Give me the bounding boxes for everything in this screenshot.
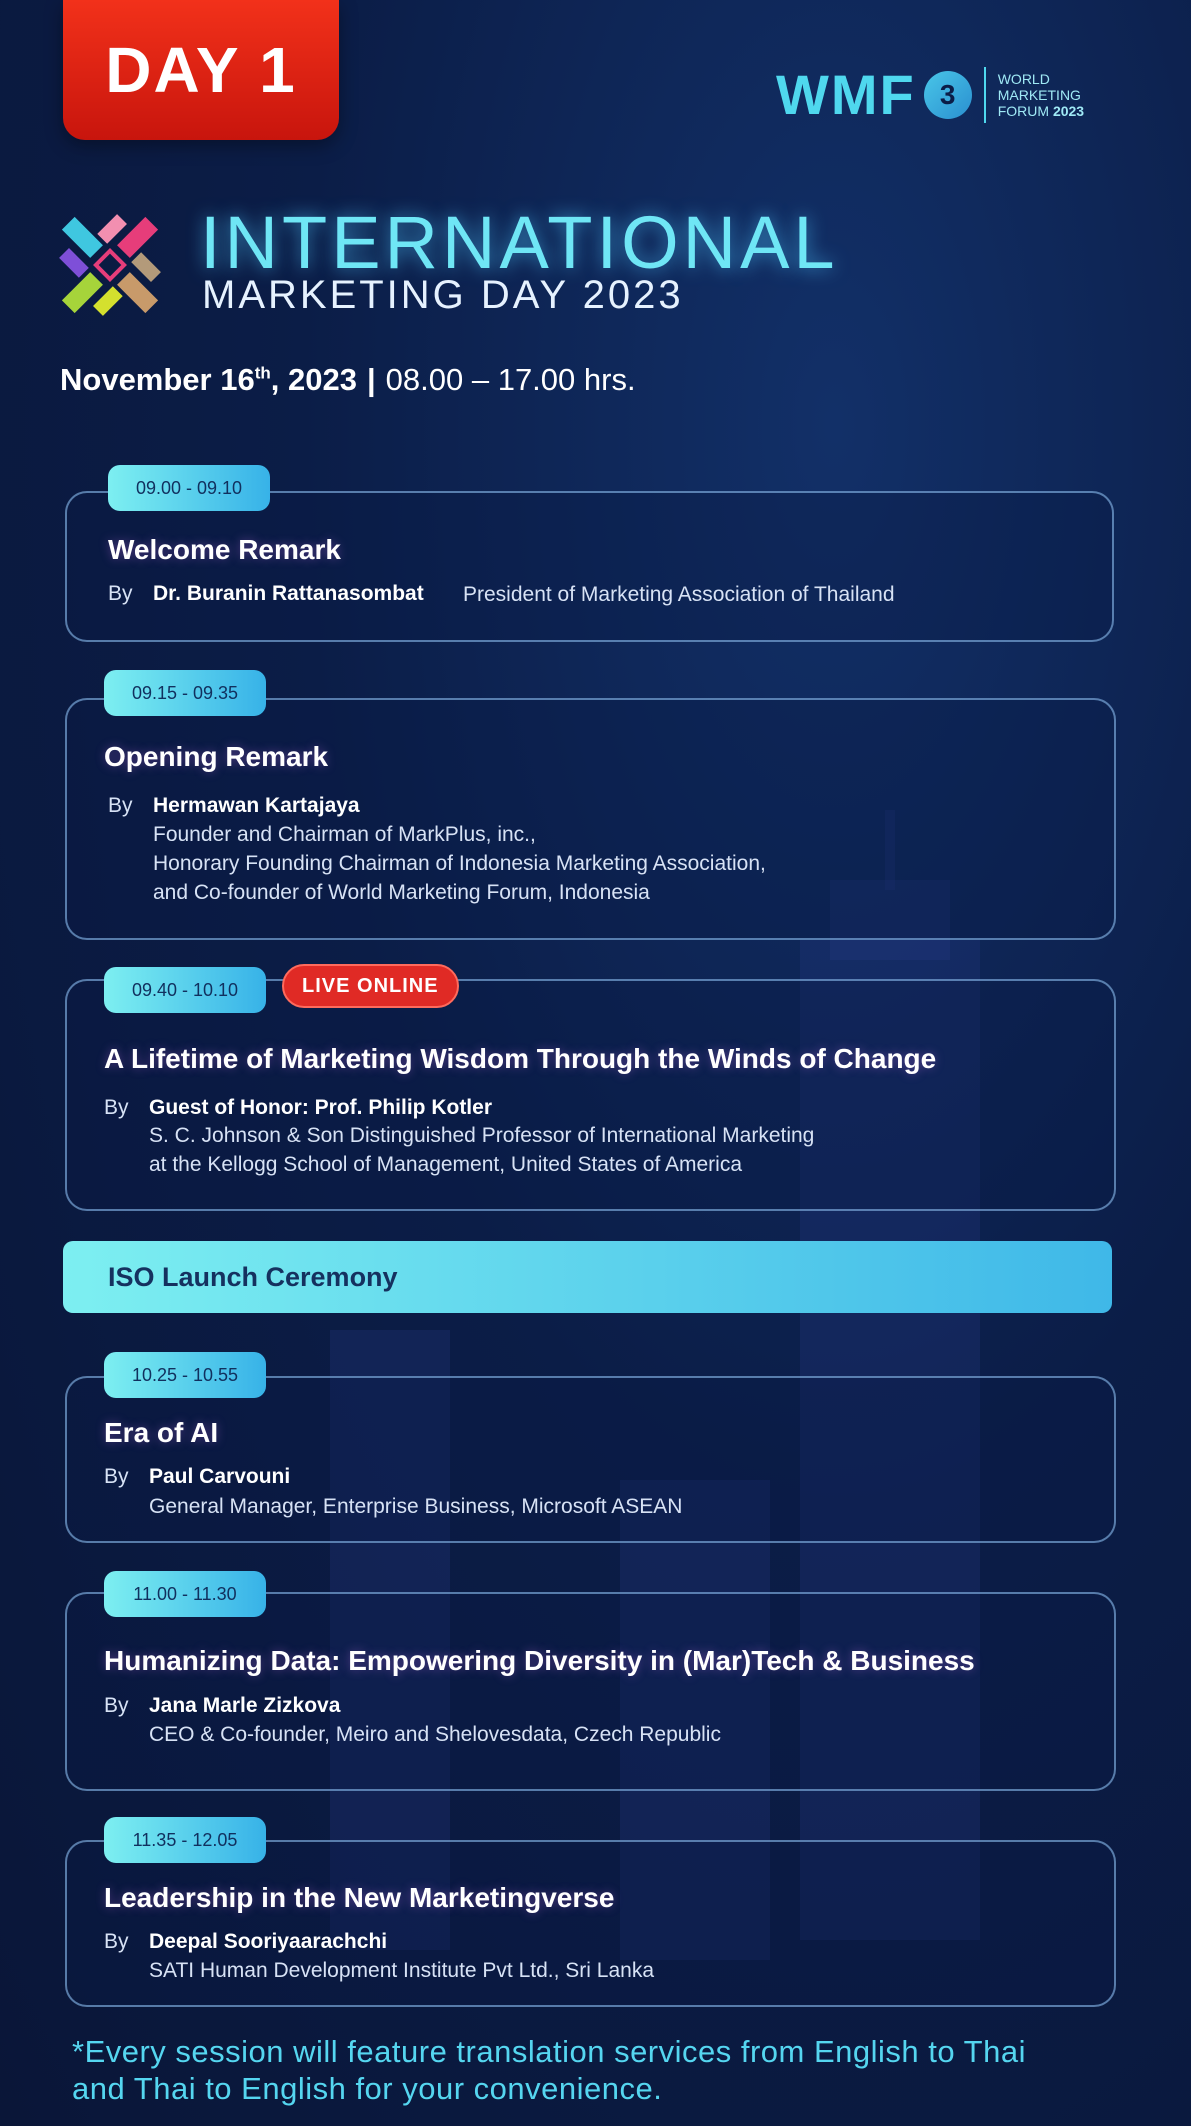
- session-role-line: at the Kellogg School of Management, United States of America: [149, 1153, 743, 1176]
- session-time: 10.25 - 10.55: [104, 1352, 266, 1398]
- session-speaker: Guest of Honor: Prof. Philip Kotler: [149, 1096, 492, 1119]
- session-role-line: Honorary Founding Chairman of Indonesia Marketing Association,: [153, 852, 766, 875]
- session-role-line: S. C. Johnson & Son Distinguished Professor of International Marketing: [149, 1124, 815, 1147]
- footnote-line: and Thai to English for your convenience.: [72, 2071, 663, 2106]
- live-online-badge: LIVE ONLINE: [282, 964, 459, 1008]
- wmf-logo-line: MARKETING: [997, 86, 1081, 103]
- session-time: 11.00 - 11.30: [104, 1571, 266, 1617]
- footnote-line: *Every session will feature translation services from English to Thai: [72, 2034, 1026, 2069]
- session-card: [65, 1592, 1116, 1791]
- session-by-label: By: [104, 1930, 129, 1953]
- event-subtitle: MARKETING DAY 2023: [202, 273, 684, 317]
- session-speaker-role: General Manager, Enterprise Business, Microsoft ASEAN: [149, 1495, 683, 1518]
- event-date-suffix: th: [254, 363, 271, 383]
- session-title: Leadership in the New Marketingverse: [104, 1882, 615, 1913]
- event-hours: 08.00 – 17.00 hrs.: [385, 362, 636, 397]
- day-badge: [63, 0, 339, 140]
- session-title: Era of AI: [104, 1417, 219, 1448]
- iso-launch-banner: [63, 1241, 1112, 1313]
- session-speaker-role: [149, 1121, 814, 1179]
- event-date-day: November 16: [60, 362, 255, 397]
- session-title: Opening Remark: [104, 741, 329, 772]
- session-title: Welcome Remark: [108, 534, 341, 565]
- session-title: Humanizing Data: Empowering Diversity in (Mar)Tech & Business: [104, 1645, 975, 1676]
- session-time: 09.15 - 09.35: [104, 670, 266, 716]
- session-by-label: By: [108, 794, 133, 817]
- session-by-label: By: [108, 582, 133, 605]
- session-title: A Lifetime of Marketing Wisdom Through the Winds of Change: [104, 1043, 937, 1074]
- session-card: [65, 491, 1114, 642]
- session-speaker-role: CEO & Co-founder, Meiro and Shelovesdata, Czech Republic: [149, 1723, 721, 1746]
- session-speaker: Hermawan Kartajaya: [153, 794, 360, 817]
- wmf-logo-line: WORLD: [997, 70, 1050, 87]
- session-speaker-role: SATI Human Development Institute Pvt Ltd., Sri Lanka: [149, 1959, 655, 1982]
- session-speaker: Paul Carvouni: [149, 1465, 291, 1488]
- translation-footnote: [72, 2033, 1026, 2107]
- day-label: DAY 1: [105, 34, 297, 106]
- wmf-logo: [776, 62, 1084, 127]
- session-time: 09.00 - 09.10: [108, 465, 270, 511]
- session-role-line: and Co-founder of World Marketing Forum, Indonesia: [153, 881, 650, 904]
- event-date-line: [60, 362, 636, 398]
- wmf-logo-line: FORUM: [997, 102, 1050, 119]
- session-time: 09.40 - 10.10: [104, 967, 266, 1013]
- date-separator: |: [366, 362, 376, 397]
- session-time: 11.35 - 12.05: [104, 1817, 266, 1863]
- session-speaker-role: President of Marketing Association of Thailand: [463, 583, 895, 606]
- session-speaker: Dr. Buranin Rattanasombat: [153, 582, 424, 605]
- event-title: INTERNATIONAL: [200, 201, 839, 284]
- session-speaker: Deepal Sooriyaarachchi: [149, 1930, 388, 1953]
- wmf-logo-number: 3: [924, 71, 972, 119]
- wmf-logo-text: [998, 71, 1084, 119]
- wmf-logo-year: 2023: [1052, 102, 1085, 119]
- session-speaker: Jana Marle Zizkova: [149, 1694, 341, 1717]
- international-marketing-day-logo-icon: [45, 200, 175, 330]
- iso-launch-label: ISO Launch Ceremony: [108, 1261, 398, 1292]
- session-role-line: Founder and Chairman of MarkPlus, inc.,: [153, 823, 536, 846]
- wmf-logo-mark: WMF: [776, 63, 916, 126]
- event-date: [60, 362, 357, 397]
- wmf-logo-divider: [984, 67, 986, 123]
- session-by-label: By: [104, 1465, 129, 1488]
- event-date-year: , 2023: [270, 362, 357, 397]
- session-by-label: By: [104, 1096, 129, 1119]
- session-by-label: By: [104, 1694, 129, 1717]
- session-speaker-role: [153, 820, 766, 907]
